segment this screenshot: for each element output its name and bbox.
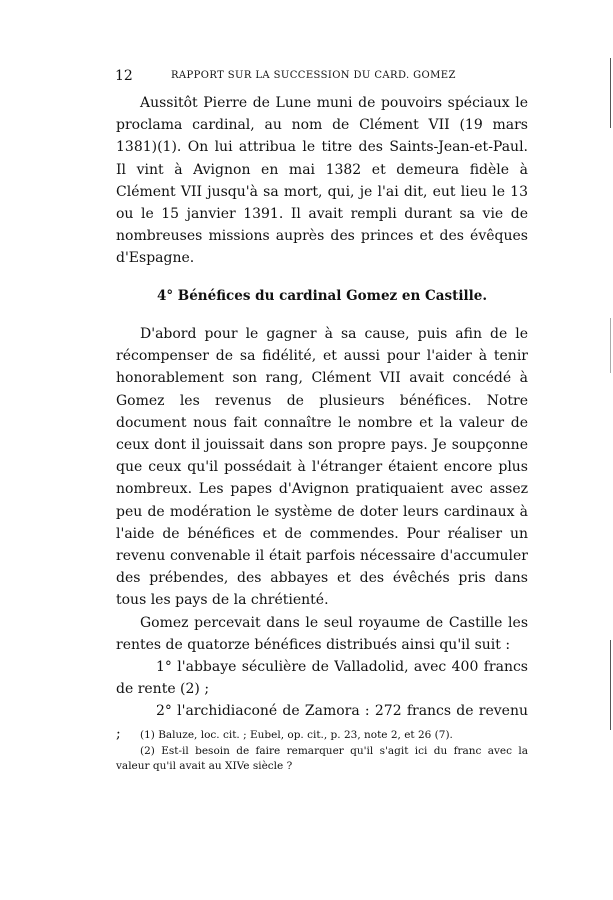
- body-paragraph: Gomez percevait dans le seul royaume de Castille les rentes de quatorze bénéfices distribués ainsi qu'il suit :: [116, 614, 528, 653]
- benefice-item: 1° l'abbaye séculière de Valladolid, avec 400 francs de rente (2) ;: [116, 659, 528, 698]
- benefice-item: 2° l'archidiaconé de Zamora : 272 francs de revenu ;: [116, 703, 528, 742]
- scan-edge-mark: [610, 58, 612, 128]
- body-paragraph: D'abord pour le gagner à sa cause, puis afin de le récompenser de sa fidélité, et aussi pour l'aider à tenir honorablement son rang, Clément VII avait concédé à Gomez les revenus de plusieurs bénéfices. Notre document nous fait connaître le nombre et la valeur de ceux dont il jouissait dans son propre pays. Je soupçonne que ceux qu'il possédait à l'étranger étaient encore plus nombreux. Les papes d'Avignon pratiquaient avec assez peu de modération le système de doter leurs cardinaux à l'aide de bénéfices et de commendes. Pour réaliser un revenu convenable il était parfois nécessaire d'accumuler des prébendes, des abbayes et des évêchés pris dans tous les pays de la chrétienté.: [116, 326, 528, 609]
- section-heading: 4° Bénéfices du cardinal Gomez en Castille.: [156, 288, 488, 304]
- scan-edge-mark: [610, 318, 612, 373]
- footnotes: [116, 728, 528, 775]
- footnote: (1) Baluze, loc. cit. ; Eubel, op. cit., p. 23, note 2, et 26 (7).: [140, 729, 453, 741]
- running-title: RAPPORT SUR LA SUCCESSION DU CARD. GOMEZ: [171, 70, 456, 81]
- page-number: 12: [115, 68, 133, 84]
- scan-edge-mark: [610, 640, 612, 730]
- section-body: [116, 323, 528, 745]
- intro-paragraph: Aussitôt Pierre de Lune muni de pouvoirs spéciaux le proclama cardinal, au nom de Clément VII (19 mars 1381)(1). On lui attribua le titre des Saints-Jean-et-Paul. Il vint à Avignon en mai 1382 et demeura fidèle à Clément VII jusqu'à sa mort, qui, je l'ai dit, eut lieu le 13 ou le 15 janvier 1391. Il avait rempli durant sa vie de nombreuses missions auprès des princes et des évêques d'Espagne.: [116, 95, 528, 267]
- footnote: (2) Est-il besoin de faire remarquer qu'il s'agit ici du franc avec la valeur qu'il avait au XIVe siècle ?: [116, 744, 528, 772]
- intro-text-block: [116, 92, 528, 270]
- running-header: [115, 68, 535, 84]
